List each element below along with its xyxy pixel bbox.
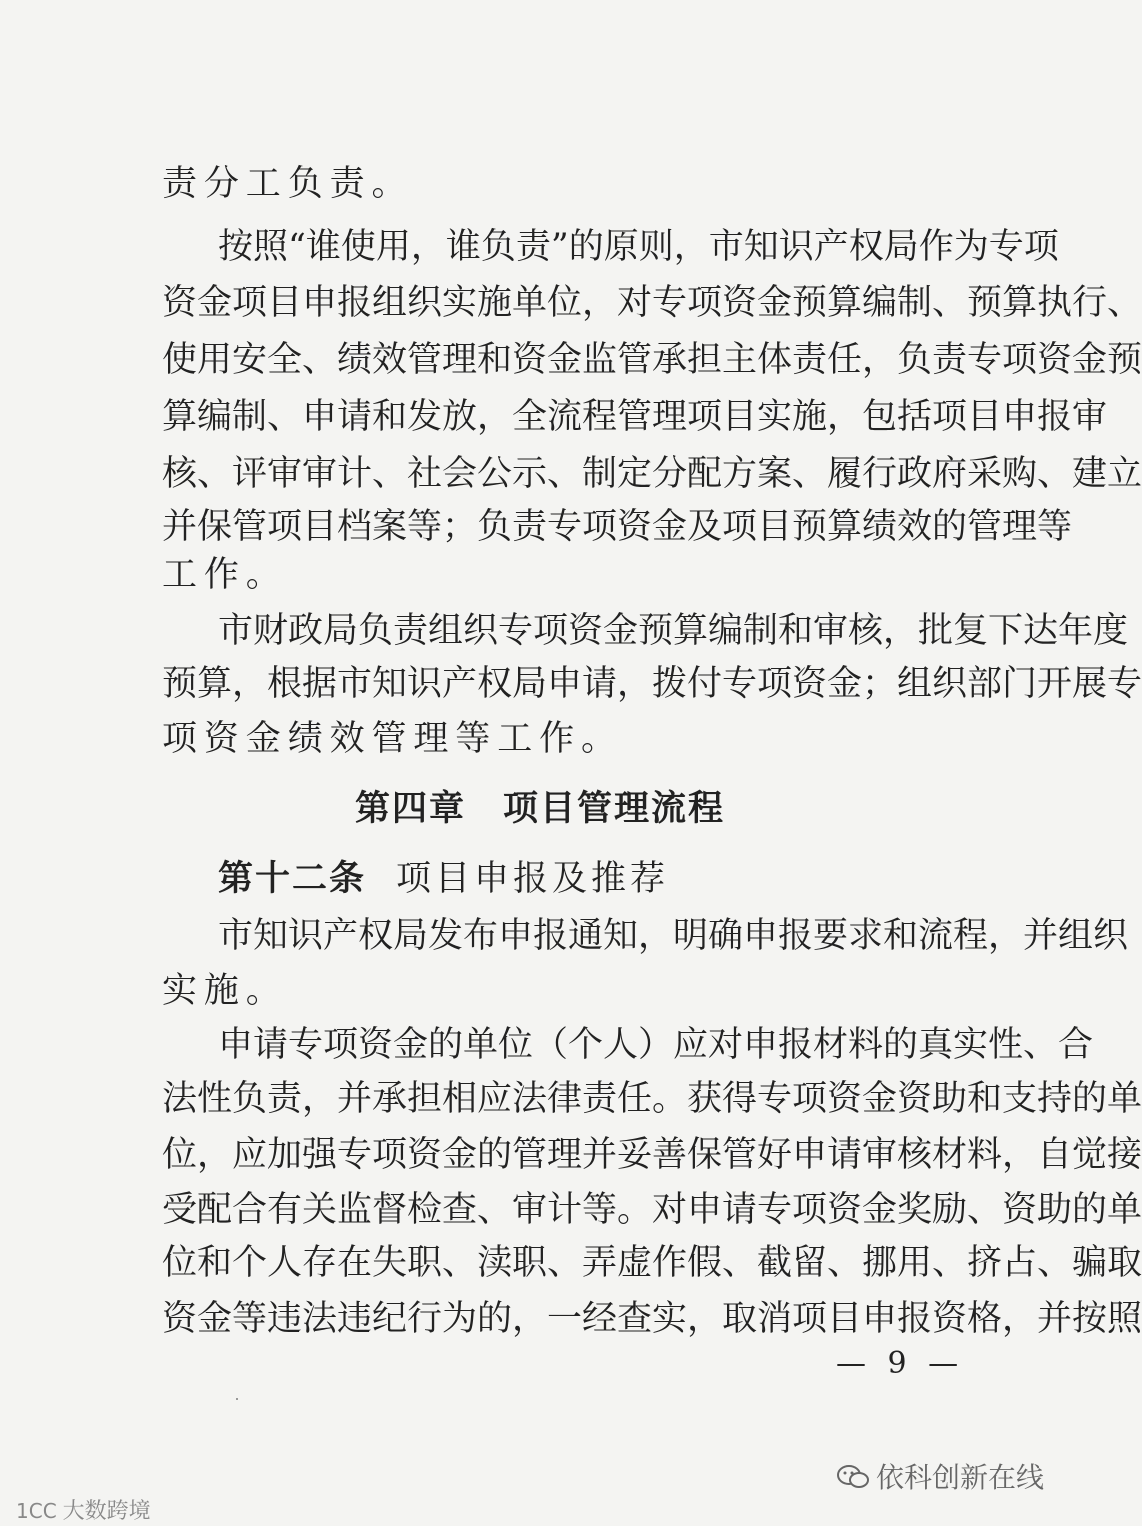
text-line: 工作。 xyxy=(162,555,288,595)
text-line: 法性负责，并承担相应法律责任。获得专项资金资助和支持的单 xyxy=(162,1079,1142,1119)
article-name: 项目申报及推荐 xyxy=(396,859,670,899)
scan-speck xyxy=(236,1398,238,1400)
article-number: 第十二条 xyxy=(218,859,367,899)
text-line: 资金等违法违纪行为的，一经查实，取消项目申报资格，并按照 xyxy=(162,1299,1142,1339)
text-line: 使用安全、绩效管理和资金监管承担主体责任，负责专项资金预 xyxy=(162,340,1142,380)
page-number: — 9 — xyxy=(836,1346,965,1381)
text-line: 并保管项目档案等；负责专项资金及项目预算绩效的管理等 xyxy=(162,507,1073,547)
chapter-title: 第四章 项目管理流程 xyxy=(354,789,725,829)
text-line: 受配合有关监督检查、审计等。对申请专项资金奖励、资助的单 xyxy=(162,1190,1142,1230)
text-line: 实施。 xyxy=(162,971,288,1011)
text-line: 市财政局负责组织专项资金预算编制和审核，批复下达年度 xyxy=(218,611,1129,651)
watermark-left-text: 大数跨境 xyxy=(62,1499,151,1524)
watermark-right xyxy=(836,1456,1044,1496)
text-line: 算编制、申请和发放，全流程管理项目实施，包括项目申报审 xyxy=(162,397,1108,437)
text-line: 核、评审审计、社会公示、制定分配方案、履行政府采购、建立 xyxy=(162,454,1142,494)
text-line: 预算，根据市知识产权局申请，拨付专项资金；组织部门开展专 xyxy=(162,664,1142,704)
watermark-left xyxy=(16,1494,151,1525)
brand-logo-icon: 1CC xyxy=(16,1499,57,1523)
wechat-icon xyxy=(836,1463,870,1491)
text-line: 按照“谁使用，谁负责”的原则，市知识产权局作为专项 xyxy=(218,227,1059,267)
text-line: 申请专项资金的单位（个人）应对申报材料的真实性、合 xyxy=(218,1025,1094,1065)
text-line: 项资金绩效管理等工作。 xyxy=(162,719,623,759)
article-heading xyxy=(218,857,952,901)
text-line: 责分工负责。 xyxy=(162,164,414,204)
text-line: 市知识产权局发布申报通知，明确申报要求和流程，并组织 xyxy=(218,916,1129,956)
text-line: 位和个人存在失职、渎职、弄虚作假、截留、挪用、挤占、骗取 xyxy=(162,1243,1142,1283)
watermark-right-text: 依科创新在线 xyxy=(875,1461,1044,1494)
text-line: 资金项目申报组织实施单位，对专项资金预算编制、预算执行、 xyxy=(162,283,1142,323)
text-line: 位，应加强专项资金的管理并妥善保管好申请审核材料，自觉接 xyxy=(162,1135,1142,1175)
